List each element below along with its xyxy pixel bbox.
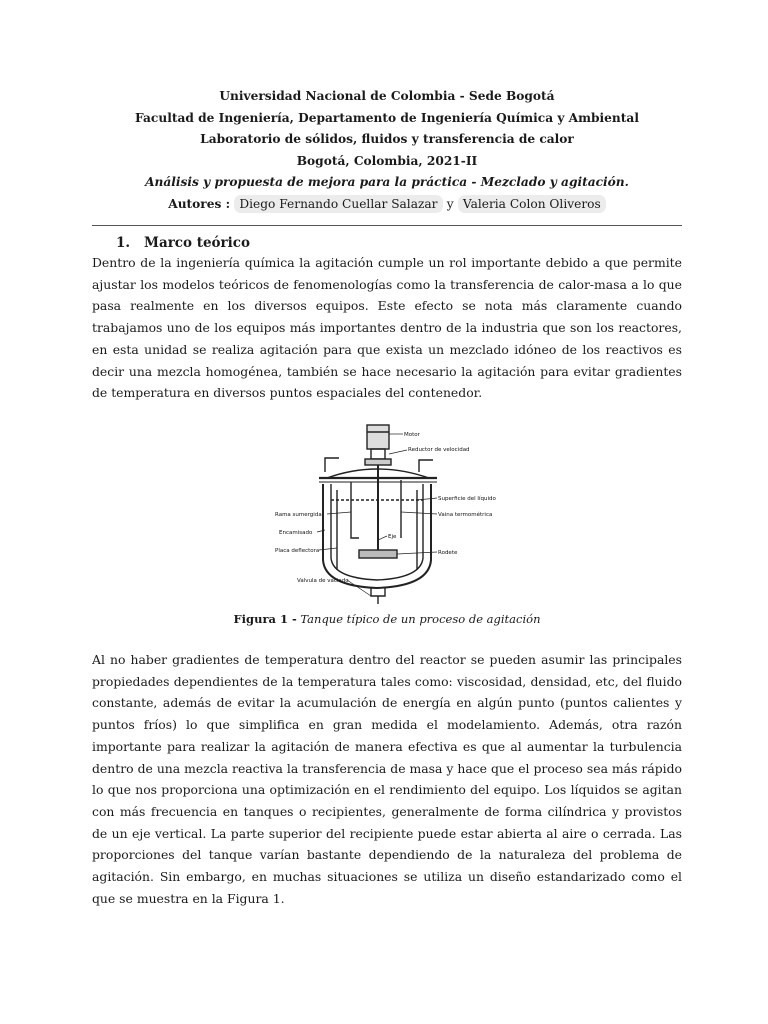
paragraph-body: Al no haber gradientes de temperatura dentro del reactor se pueden asumir las principales propiedades dependientes de la temperatura tales como: viscosidad, densidad, etc, del fluido constante, además de evitar la acumulación de energía en algún punto (puntos calientes y puntos fríos) lo que simplifica en gran medida el modelamiento. Además, otra razón importante para realizar la agitación de manera efectiva es que al aumentar la turbulencia dentro de una mezcla reactiva la transferencia de masa y hace que el proceso sea más rápido lo que nos proporciona una optimización en el rendimiento del equipo. Los líquidos se agitan con más frecuencia en tanques o recipientes, generalmente de forma cilíndrica y provistos de un eje vertical. La parte superior del recipiente puede estar abierta al aire o cerrada. Las proporciones del tanque varían bastante dependiendo de la naturaleza del problema de agitación. Sin embargo, en muchas situaciones se utiliza un diseño estandarizado como el que se muestra en la Figura 1. [92, 652, 682, 906]
tank-figure [267, 420, 507, 605]
lab-name: Laboratorio de sólidos, fluidos y transferencia de calor [200, 132, 574, 146]
authors-label: Autores : [168, 196, 231, 211]
label-motor: Motor [404, 432, 420, 438]
section-number: 1. [116, 235, 131, 251]
label-eje: Eje [388, 534, 397, 540]
header-divider [92, 225, 682, 226]
location-date: Bogotá, Colombia, 2021-II [296, 153, 478, 168]
author-chip-2[interactable]: Valeria Colon Oliveros [458, 195, 606, 213]
label-rama: Rama sumergida [275, 512, 322, 518]
label-reductor: Reductor de velocidad [408, 447, 470, 453]
faculty-name: Facultad de Ingeniería, Departamento de Ingeniería Química y Ambiental [135, 110, 639, 125]
motor-shape [367, 425, 389, 449]
label-encamisado: Encamisado [279, 530, 313, 536]
authors-conjunction: y [446, 196, 454, 211]
label-placa: Placa deflectora [275, 548, 320, 554]
figure-caption [92, 612, 682, 626]
caption-label: Figura 1 - [233, 612, 297, 626]
paragraph-intro: Dentro de la ingeniería química la agitación cumple un rol importante debido a que permite ajustar los modelos teóricos de fenomenologías como la transferencia de calor-masa a lo que pasa realmente en los diversos equipos. Este efecto se nota más claramente cuando trabajamos uno de los equipos más importantes dentro de la industria que son los reactores, en esta unidad se realiza agitación para que exista un mezclado idóneo de los reactivos es decir una mezcla homogénea, también se hace necesario la agitación para evitar gradientes de temperatura en diversos puntos espaciales del contenedor. [92, 255, 682, 401]
label-valvula: Valvula de vaciado [297, 578, 349, 584]
authors-line [92, 194, 682, 216]
label-rodete: Rodete [438, 550, 458, 556]
document-header [92, 86, 682, 215]
label-superficie: Superficie del líquido [438, 496, 496, 502]
university-name: Universidad Nacional de Colombia - Sede Bogotá [219, 89, 555, 103]
caption-text: Tanque típico de un proceso de agitación [300, 612, 541, 626]
reducer-shape [371, 449, 385, 459]
agitation-tank-diagram [267, 420, 507, 605]
section-heading [116, 235, 250, 251]
section-title: Marco teórico [144, 235, 251, 251]
label-vaina: Vaina termométrica [438, 512, 493, 518]
author-chip-1[interactable]: Diego Fernando Cuellar Salazar [234, 195, 442, 213]
document-title: Análisis y propuesta de mejora para la práctica - Mezclado y agitación. [145, 175, 629, 189]
